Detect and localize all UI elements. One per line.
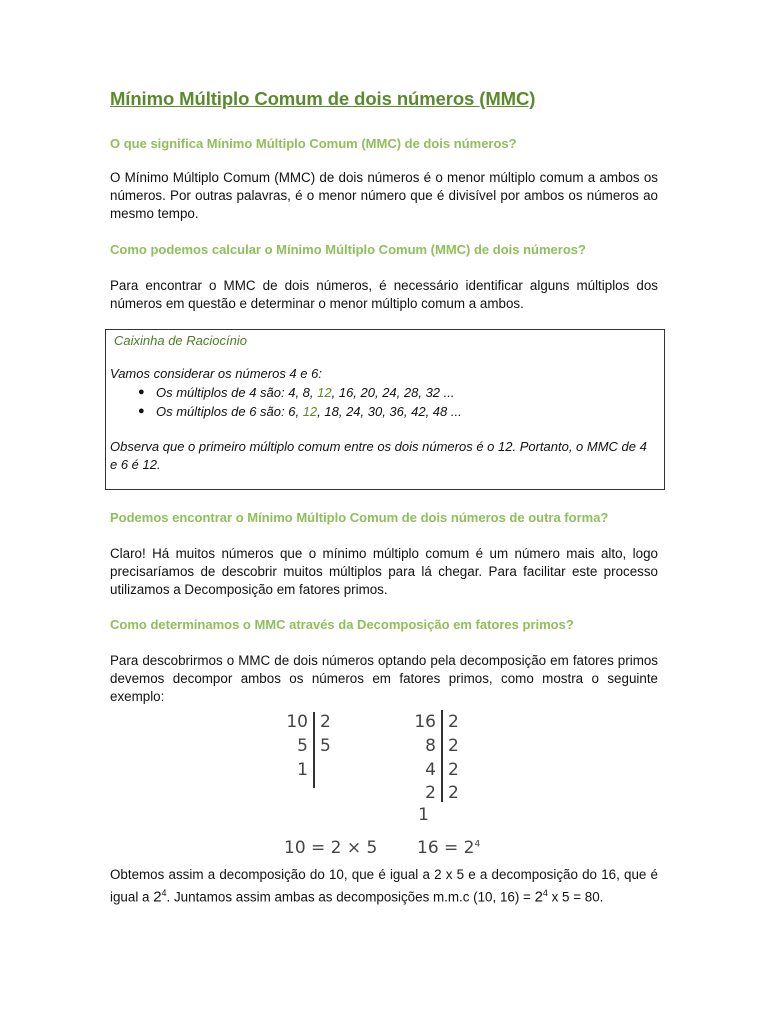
dividend-number: 1: [418, 805, 429, 825]
division-bar: [313, 712, 315, 788]
highlight-number: 12: [317, 385, 332, 400]
prime-factor: 2: [448, 783, 459, 803]
page-title: Mínimo Múltiplo Comum de dois números (MMC): [110, 88, 536, 109]
dividend-number: 2: [425, 783, 436, 803]
prime-factor: 2: [448, 736, 459, 756]
paragraph-definition: O Mínimo Múltiplo Comum (MMC) de dois números é o menor múltiplo comum a ambos os números. Por outras palavras, é o menor número que é divisível por ambos os números ao mesmo tempo.: [110, 170, 658, 221]
dividend-number: 16: [414, 712, 436, 732]
multiples-list: [110, 383, 462, 421]
paragraph-decomposition: Para descobrirmos o MMC de dois números optando pela decomposição em fatores primos devemos decompor ambos os números em fatores primos, como mostra o seguinte exemplo:: [110, 653, 658, 704]
equation-10: 10 = 2 × 5: [284, 838, 378, 858]
dividend-number: 4: [425, 760, 436, 780]
exponent: 4: [542, 888, 548, 898]
reasoning-intro: Vamos considerar os números 4 e 6:: [110, 366, 322, 381]
highlight-number: 12: [302, 404, 318, 419]
reasoning-conclusion: Observa que o primeiro múltiplo comum entre os dois números é o 12. Portanto, o MMC de 4 e 6 é 12.: [110, 439, 647, 472]
paragraph-alternative: Claro! Há muitos números que o mínimo múltiplo comum é um número mais alto, logo precisaríamos de descobrir muitos múltiplos para lá chegar. Para facilitar este processo utilizamos a Decomposição em fatores primos.: [110, 546, 658, 597]
list-item: ● Os múltiplos de 6 são: 6, 12, 18, 24, 30, 36, 42, 48 ...: [138, 404, 462, 419]
reasoning-box: [105, 329, 665, 490]
bullet-icon: ●: [138, 405, 145, 417]
reasoning-box-title: Caixinha de Raciocínio: [114, 333, 247, 348]
question-heading-3: Podemos encontrar o Mínimo Múltiplo Comum de dois números de outra forma?: [110, 510, 609, 525]
decomposition-16: [396, 712, 486, 832]
dividend-number: 8: [425, 736, 436, 756]
dividend-number: 1: [297, 760, 308, 780]
decomposition-10: [268, 712, 358, 802]
exponent: 4: [474, 839, 481, 850]
list-item: ● Os múltiplos de 4 são: 4, 8, 12, 16, 20, 24, 28, 32 ...: [138, 385, 455, 400]
prime-factor: 2: [448, 760, 459, 780]
paragraph-result: Obtemos assim a decomposição do 10, que é igual a 2 x 5 e a decomposição do 16, que é igual a $2^4$. Juntamos assim ambas as decomposições m.m.c (10, $16) = 2^4$ x 5 = 80.: [110, 867, 658, 906]
paragraph-method: Para encontrar o MMC de dois números, é necessário identificar alguns múltiplos dos números em questão e determinar o menor múltiplo comum a ambos.: [110, 278, 658, 311]
division-bar: [441, 710, 443, 802]
question-heading-2: Como podemos calcular o Mínimo Múltiplo Comum (MMC) de dois números?: [110, 242, 586, 257]
question-heading-1: O que significa Mínimo Múltiplo Comum (MMC) de dois números?: [110, 136, 517, 151]
question-heading-4: Como determinamos o MMC através da Decomposição em fatores primos?: [110, 617, 574, 632]
exponent: 4: [161, 888, 167, 898]
bullet-icon: ●: [138, 386, 145, 398]
dividend-number: 5: [297, 736, 308, 756]
prime-factor: 5: [320, 736, 331, 756]
prime-factor: 2: [448, 712, 459, 732]
prime-factor: 2: [320, 712, 331, 732]
dividend-number: 10: [286, 712, 308, 732]
equation-16: $16 = 2^4$: [417, 838, 481, 858]
